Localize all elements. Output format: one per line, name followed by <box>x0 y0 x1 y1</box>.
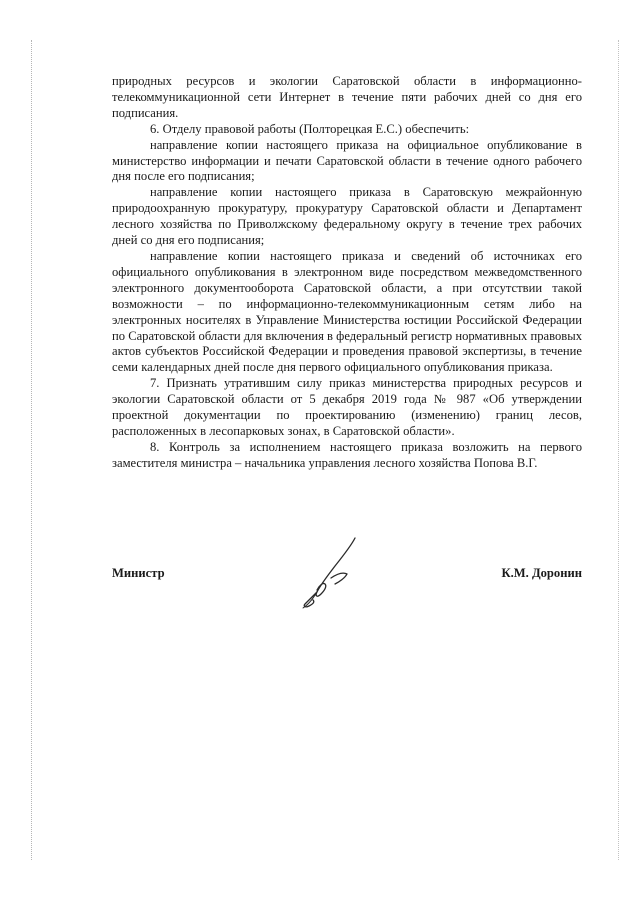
paragraph-item-6: 6. Отделу правовой работы (Полторецкая Е.С.) обеспечить: <box>150 121 470 136</box>
paragraph-item-7: 7. Признать утратившим силу приказ министерства природных ресурсов и экологии Саратовской области от 5 декабря 2019 года № 987 «Об утверждении проектной документации по проектированию (изменению) границ лесов, расположенных в лесопарковых зонах, в Саратовской области». <box>112 376 582 438</box>
paragraph-item-6-registry: направление копии настоящего приказа и сведений об источниках его официального опубликования в электронном виде посредством межведомственного электронного документооборота Саратовской области, а при отсутствии такой возможности – по информационно-телекоммуникационным сетям либо на электронных носителях в Управление Министерства юстиции Российской Федерации по Саратовской области для включения в федеральный регистр нормативных правовых актов субъектов Российской Федерации и проведения правовой экспертизы, в течение семи календарных дней после дня первого официального опубликования приказа. <box>112 248 582 375</box>
paragraph-item-8: 8. Контроль за исполнением настоящего приказа возложить на первого заместителя министра – начальника управления лесного хозяйства Попова В.Г. <box>112 439 582 470</box>
scan-edge-right <box>618 40 619 860</box>
signatory-title: Министр <box>112 566 165 580</box>
signature-block <box>112 560 582 640</box>
paragraph-continuation: природных ресурсов и экологии Саратовской области в информационно-телекоммуникационной сети Интернет в течение пяти рабочих дней со дня его подписания. <box>112 74 582 120</box>
paragraph-item-6-publication: направление копии настоящего приказа на официальное опубликование в министерство информации и печати Саратовской области в течение одного рабочего дня после его подписания; <box>112 137 582 184</box>
paragraph-item-6-prosecutor: направление копии настоящего приказа в Саратовскую межрайонную природоохранную прокуратуру, прокуратуру Саратовской области и Департамент лесного хозяйства по Приволжскому федеральному округу в течение трех рабочих дней со дня его подписания; <box>112 185 582 248</box>
document-body <box>112 74 582 472</box>
handwritten-signature-icon <box>295 534 365 612</box>
scan-edge-left <box>31 40 32 860</box>
signatory-name: К.М. Доронин <box>501 566 582 580</box>
